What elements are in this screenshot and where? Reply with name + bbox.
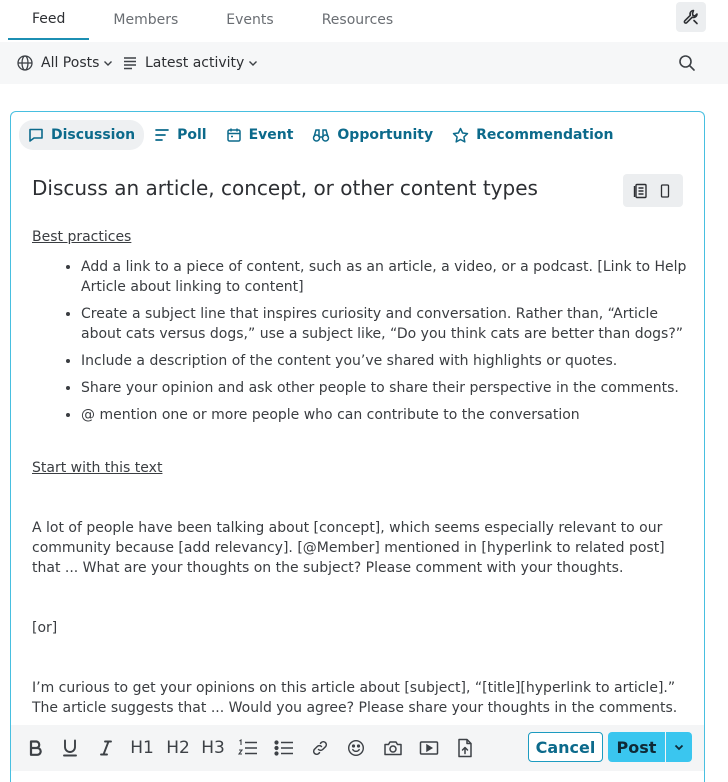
post-editor[interactable] [32,172,692,718]
post-title[interactable]: Discuss an article, concept, or other content types [32,176,538,200]
italic-button[interactable] [95,734,117,762]
bulleted-list-icon [274,739,294,757]
post-type-label: Event [248,127,294,143]
scope-filter-dropdown[interactable] [16,42,113,84]
list-item: • Share your opinion and ask other people to share their perspective in the comments. [81,378,692,398]
insert-image-button[interactable] [381,734,405,762]
post-type-label: Discussion [51,127,136,143]
sort-label: Latest activity [145,55,245,71]
tab-feed[interactable]: Feed [8,0,89,40]
post-button[interactable]: Post [608,732,665,762]
post-type-selector [19,119,624,151]
file-upload-icon [457,738,473,758]
post-type-label: Opportunity [337,127,434,143]
bold-icon [29,740,43,756]
start-text-heading: Start with this text [32,460,163,476]
attach-file-button[interactable] [454,734,476,762]
heading-3-button[interactable]: H3 [201,738,225,758]
template-paragraph-2: I’m curious to get your opinions on this article about [subject], “[title][hyperlink to article].” The article suggests that ... Would you agree? Please share your thoughts in the comments. [32,680,678,716]
tab-members[interactable]: Members [113,12,179,28]
post-type-label: Poll [177,127,207,143]
wrench-icon [682,8,700,26]
heading-2-button[interactable]: H2 [166,738,190,758]
post-type-discussion[interactable] [19,120,144,150]
post-type-poll[interactable] [145,120,215,150]
sort-dropdown[interactable] [122,42,258,84]
tools-button[interactable] [676,2,706,32]
globe-icon [16,54,34,72]
heading-1-button[interactable]: H1 [130,738,154,758]
italic-icon [99,740,113,756]
search-button[interactable] [672,48,702,78]
tab-resources[interactable]: Resources [321,12,394,28]
top-navigation [0,0,728,42]
list-item: • Add a link to a piece of content, such as an article, a video, or a podcast. [Link to Help Article about linking to content] [81,257,692,297]
smiley-icon [347,739,365,757]
search-icon [678,54,696,72]
template-paragraph-1: A lot of people have been talking about [concept], which seems especially relevant to our community because [add relevancy]. [@Member] mentioned in [hyperlink to related post] that ... What are your thoughts on the subject? Please comment with your thoughts. [32,520,665,576]
calendar-icon [226,127,242,143]
star-icon [452,127,469,144]
numbered-list-icon [238,739,258,757]
list-item: • @ mention one or more people who can contribute to the conversation [81,405,692,425]
tab-bar [8,0,417,40]
scope-filter-label: All Posts [41,55,100,71]
bold-button[interactable] [25,734,47,762]
chevron-down-icon [103,58,113,68]
camera-icon [383,739,403,757]
emoji-button[interactable] [345,734,367,762]
poll-bars-icon [154,127,170,143]
cancel-button[interactable]: Cancel [528,732,603,762]
binoculars-icon [312,127,330,143]
link-button[interactable] [309,734,331,762]
post-type-recommendation[interactable] [443,120,622,150]
or-separator: [or] [32,620,58,636]
tab-events[interactable]: Events [226,12,274,28]
post-options-dropdown[interactable] [666,732,692,762]
formatting-toolbar [10,725,705,771]
best-practices-list [81,257,692,425]
numbered-list-button[interactable] [237,734,259,762]
list-item: • Create a subject line that inspires curiosity and conversation. Rather than, “Article about cats versus dogs,” use a subject like, “Do you think cats are better than dogs?” [81,304,692,344]
sort-list-icon [122,55,138,71]
speech-bubble-icon [28,127,44,143]
post-type-label: Recommendation [476,127,614,143]
post-type-event[interactable] [217,120,303,150]
bulleted-list-button[interactable] [273,734,295,762]
link-icon [311,739,329,757]
chevron-down-icon [674,742,684,752]
post-composer [10,111,705,782]
post-type-opportunity[interactable] [303,120,442,150]
chevron-down-icon [248,58,258,68]
insert-video-button[interactable] [417,734,441,762]
best-practices-heading: Best practices [32,229,132,245]
list-item: • Include a description of the content you’ve shared with highlights or quotes. [81,351,692,371]
underline-icon [62,739,78,757]
underline-button[interactable] [59,734,81,762]
video-play-icon [419,740,439,756]
filter-bar [0,42,728,84]
